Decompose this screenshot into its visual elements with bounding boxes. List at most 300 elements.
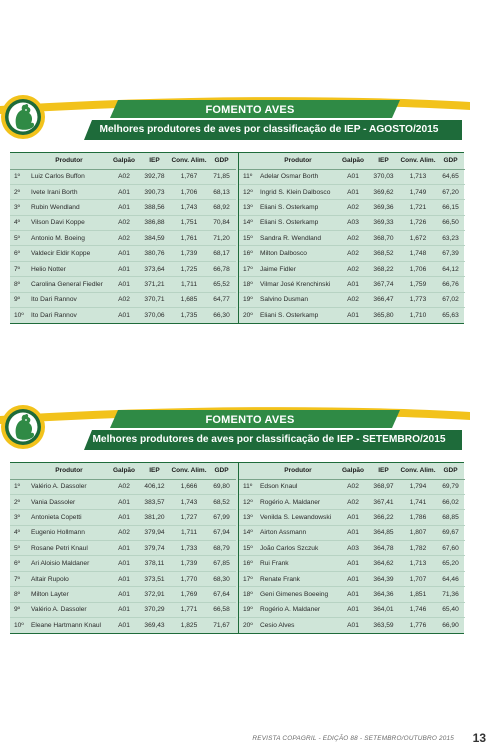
conv-alim-cell: 1,713 xyxy=(400,556,436,571)
rank-cell: 13º xyxy=(239,510,257,525)
ranking-left-half xyxy=(10,463,236,633)
col-conv: Conv. Alim. xyxy=(171,153,207,169)
col-position xyxy=(10,463,28,479)
iep-cell: 373,51 xyxy=(138,571,171,586)
rank-cell: 1º xyxy=(10,479,28,494)
page-footer xyxy=(0,728,500,750)
producer-name-cell: Ingrid S. Klein Dalbosco xyxy=(257,184,339,199)
rank-cell: 15º xyxy=(239,231,257,246)
table-row xyxy=(239,618,465,633)
iep-cell: 368,22 xyxy=(367,261,400,276)
producer-name-cell: Geni Gimenes Boeeing xyxy=(257,587,339,602)
rank-cell: 8º xyxy=(10,587,28,602)
col-gdp: GDP xyxy=(207,153,236,169)
producer-name-cell: Rogério A. Maldaner xyxy=(257,494,339,509)
galpao-cell: A01 xyxy=(110,494,138,509)
iep-cell: 369,43 xyxy=(144,621,165,629)
col-galpao: Galpão xyxy=(110,153,138,169)
galpao-cell: A02 xyxy=(339,231,367,246)
iep-cell: 367,41 xyxy=(367,494,400,509)
table-header xyxy=(239,153,465,169)
iep-cell: 370,29 xyxy=(138,602,171,617)
conv-alim-cell: 1,735 xyxy=(180,311,198,319)
iep-cell: 383,57 xyxy=(138,494,171,509)
footer-publication: REVISTA COPAGRIL - EDIÇÃO 88 - SETEMBRO/OUTUBRO 2015 xyxy=(252,735,454,742)
producer-name-cell: Airton Assmann xyxy=(257,525,339,540)
gdp-cell: 67,02 xyxy=(436,292,465,307)
galpao-cell: A01 xyxy=(110,556,138,571)
gdp-cell: 66,58 xyxy=(207,602,236,617)
table-row xyxy=(239,494,465,509)
galpao-cell: A01 xyxy=(339,169,367,184)
iep-cell: 368,52 xyxy=(367,246,400,261)
rank-cell: 20º xyxy=(243,311,253,319)
iep-cell: 367,74 xyxy=(367,277,400,292)
table-row xyxy=(239,169,465,184)
conv-alim-cell: 1,706 xyxy=(400,261,436,276)
conv-alim-cell: 1,746 xyxy=(400,602,436,617)
rank-cell: 6º xyxy=(10,556,28,571)
conv-alim-cell: 1,711 xyxy=(171,525,207,540)
rank-cell: 10º xyxy=(14,621,24,629)
producer-name-cell: Valdecir Eldir Koppe xyxy=(28,246,110,261)
table-header xyxy=(239,463,465,479)
ranking-section-august xyxy=(0,88,500,350)
producer-name-cell: Eliani S. Osterkamp xyxy=(260,311,319,319)
producer-name-cell: Cesio Alves xyxy=(260,621,295,629)
gdp-cell: 65,40 xyxy=(436,602,465,617)
gdp-cell: 68,17 xyxy=(207,246,236,261)
galpao-cell: A02 xyxy=(339,261,367,276)
iep-cell: 366,47 xyxy=(367,292,400,307)
conv-alim-cell: 1,773 xyxy=(400,292,436,307)
section-title: Melhores produtores de aves por classificação de IEP - SETEMBRO/2015 xyxy=(92,434,446,445)
table-row xyxy=(10,292,236,307)
gdp-cell: 66,76 xyxy=(436,277,465,292)
producer-name-cell: Rosane Petri Knaul xyxy=(28,541,110,556)
col-position xyxy=(10,153,28,169)
rank-cell: 3º xyxy=(10,510,28,525)
conv-alim-cell: 1,713 xyxy=(400,169,436,184)
gdp-cell: 69,67 xyxy=(436,525,465,540)
producer-name-cell: Eleane Hartmann Knaul xyxy=(31,621,102,629)
rank-cell: 7º xyxy=(10,261,28,276)
table-row xyxy=(10,618,236,633)
gdp-cell: 71,85 xyxy=(207,169,236,184)
conv-alim-cell: 1,759 xyxy=(400,277,436,292)
table-row xyxy=(10,494,236,509)
rank-cell: 15º xyxy=(239,541,257,556)
conv-alim-cell: 1,741 xyxy=(400,494,436,509)
conv-alim-cell: 1,825 xyxy=(180,621,198,629)
gdp-cell: 64,12 xyxy=(436,261,465,276)
table-row xyxy=(10,215,236,230)
conv-alim-cell: 1,770 xyxy=(171,571,207,586)
producer-name-cell: Renate Frank xyxy=(257,571,339,586)
rooster-icon xyxy=(0,398,46,456)
galpao-cell: A01 xyxy=(347,311,359,319)
iep-cell: 379,74 xyxy=(138,541,171,556)
iep-cell: 369,62 xyxy=(367,184,400,199)
table-row xyxy=(10,169,236,184)
table-row xyxy=(10,277,236,292)
rank-cell: 5º xyxy=(10,231,28,246)
rank-cell: 4º xyxy=(10,525,28,540)
producer-name-cell: Antonio M. Boeing xyxy=(28,231,110,246)
col-iep: IEP xyxy=(367,153,400,169)
iep-cell: 364,39 xyxy=(367,571,400,586)
col-iep: IEP xyxy=(138,463,171,479)
gdp-cell: 66,78 xyxy=(207,261,236,276)
iep-cell: 368,97 xyxy=(367,479,400,494)
conv-alim-cell: 1,794 xyxy=(400,479,436,494)
iep-cell: 364,62 xyxy=(367,556,400,571)
gdp-cell: 67,64 xyxy=(207,587,236,602)
gdp-cell: 66,90 xyxy=(442,621,459,629)
iep-cell: 364,01 xyxy=(367,602,400,617)
producer-name-cell: Milton Layter xyxy=(28,587,110,602)
galpao-cell: A02 xyxy=(339,246,367,261)
banner-shape xyxy=(0,398,500,460)
conv-alim-cell: 1,761 xyxy=(171,231,207,246)
producer-name-cell: Salvino Dusman xyxy=(257,292,339,307)
rank-cell: 16º xyxy=(239,246,257,261)
galpao-cell: A01 xyxy=(110,246,138,261)
producer-name-cell: Luiz Carlos Buffon xyxy=(28,169,110,184)
galpao-cell: A02 xyxy=(110,169,138,184)
iep-cell: 378,11 xyxy=(138,556,171,571)
table-header xyxy=(10,463,236,479)
galpao-cell: A01 xyxy=(339,556,367,571)
iep-cell: 370,06 xyxy=(144,311,165,319)
rank-cell: 3º xyxy=(10,200,28,215)
producer-name-cell: Ivete Irani Borth xyxy=(28,184,110,199)
iep-cell: 371,21 xyxy=(138,277,171,292)
ranking-table-right xyxy=(239,153,465,323)
conv-alim-cell: 1,721 xyxy=(400,200,436,215)
iep-cell: 390,73 xyxy=(138,184,171,199)
iep-cell: 363,59 xyxy=(373,621,394,629)
producer-name-cell: Rogério A. Maldaner xyxy=(257,602,339,617)
iep-cell: 365,80 xyxy=(373,311,394,319)
rank-cell: 19º xyxy=(239,292,257,307)
col-produtor: Produtor xyxy=(28,463,110,479)
rank-cell: 17º xyxy=(239,571,257,586)
producer-name-cell: Valério A. Dassoler xyxy=(28,602,110,617)
iep-cell: 373,64 xyxy=(138,261,171,276)
gdp-cell: 68,92 xyxy=(207,200,236,215)
gdp-cell: 64,46 xyxy=(436,571,465,586)
conv-alim-cell: 1,751 xyxy=(171,215,207,230)
rank-cell: 19º xyxy=(239,602,257,617)
conv-alim-cell: 1,666 xyxy=(171,479,207,494)
galpao-cell: A01 xyxy=(110,277,138,292)
conv-alim-cell: 1,748 xyxy=(400,246,436,261)
gdp-cell: 68,79 xyxy=(207,541,236,556)
galpao-cell: A01 xyxy=(110,541,138,556)
gdp-cell: 67,60 xyxy=(436,541,465,556)
table-row xyxy=(239,510,465,525)
conv-alim-cell: 1,707 xyxy=(400,571,436,586)
iep-cell: 392,78 xyxy=(138,169,171,184)
galpao-cell: A01 xyxy=(339,602,367,617)
table-row xyxy=(10,231,236,246)
table-row xyxy=(10,510,236,525)
table-row xyxy=(10,261,236,276)
galpao-cell: A03 xyxy=(339,541,367,556)
conv-alim-cell: 1,769 xyxy=(171,587,207,602)
gdp-cell: 71,67 xyxy=(213,621,230,629)
conv-alim-cell: 1,726 xyxy=(400,215,436,230)
rank-cell: 14º xyxy=(239,525,257,540)
galpao-cell: A01 xyxy=(347,621,359,629)
table-row xyxy=(10,200,236,215)
galpao-cell: A01 xyxy=(339,277,367,292)
iep-cell: 386,88 xyxy=(138,215,171,230)
rank-cell: 4º xyxy=(10,215,28,230)
conv-alim-cell: 1,672 xyxy=(400,231,436,246)
table-row xyxy=(239,246,465,261)
galpao-cell: A01 xyxy=(339,184,367,199)
galpao-cell: A02 xyxy=(339,479,367,494)
rank-cell: 18º xyxy=(239,277,257,292)
iep-cell: 381,20 xyxy=(138,510,171,525)
galpao-cell: A02 xyxy=(339,200,367,215)
gdp-cell: 71,20 xyxy=(207,231,236,246)
ranking-panel xyxy=(10,152,464,324)
rank-cell: 9º xyxy=(10,602,28,617)
table-row xyxy=(239,261,465,276)
producer-name-cell: Antonieta Copetti xyxy=(28,510,110,525)
producer-name-cell: Adelar Osmar Borth xyxy=(257,169,339,184)
producer-name-cell: Ari Aloisio Maldaner xyxy=(28,556,110,571)
rank-cell: 2º xyxy=(10,184,28,199)
gdp-cell: 65,20 xyxy=(436,556,465,571)
producer-name-cell: Milton Dalbosco xyxy=(257,246,339,261)
rank-cell: 12º xyxy=(239,494,257,509)
rank-cell: 2º xyxy=(10,494,28,509)
galpao-cell: A03 xyxy=(339,215,367,230)
rank-cell: 11º xyxy=(239,479,257,494)
galpao-cell: A01 xyxy=(110,510,138,525)
conv-alim-cell: 1,725 xyxy=(171,261,207,276)
table-row xyxy=(10,246,236,261)
col-gdp: GDP xyxy=(436,153,465,169)
gdp-cell: 69,80 xyxy=(207,479,236,494)
galpao-cell: A01 xyxy=(110,571,138,586)
col-galpao: Galpão xyxy=(110,463,138,479)
producer-name-cell: Eliani S. Osterkamp xyxy=(257,215,339,230)
rank-cell: 13º xyxy=(239,200,257,215)
gdp-cell: 68,13 xyxy=(207,184,236,199)
gdp-cell: 68,52 xyxy=(207,494,236,509)
producer-name-cell: Ito Dari Rannov xyxy=(28,292,110,307)
rank-cell: 18º xyxy=(239,587,257,602)
table-row xyxy=(10,184,236,199)
gdp-cell: 67,20 xyxy=(436,184,465,199)
col-gdp: GDP xyxy=(436,463,465,479)
conv-alim-cell: 1,851 xyxy=(400,587,436,602)
producer-name-cell: Rui Frank xyxy=(257,556,339,571)
col-gdp: GDP xyxy=(207,463,236,479)
rank-cell: 1º xyxy=(10,169,28,184)
table-row xyxy=(239,215,465,230)
table-row xyxy=(10,556,236,571)
conv-alim-cell: 1,771 xyxy=(171,602,207,617)
conv-alim-cell: 1,807 xyxy=(400,525,436,540)
table-row xyxy=(239,308,465,323)
ranking-right-half xyxy=(238,153,464,323)
conv-alim-cell: 1,786 xyxy=(400,510,436,525)
galpao-cell: A01 xyxy=(339,510,367,525)
table-row xyxy=(10,308,236,323)
gdp-cell: 64,65 xyxy=(436,169,465,184)
galpao-cell: A02 xyxy=(110,292,138,307)
gdp-cell: 66,15 xyxy=(436,200,465,215)
ranking-table-right xyxy=(239,463,465,633)
col-position xyxy=(239,153,257,169)
producer-name-cell: Eugenio Hollmann xyxy=(28,525,110,540)
conv-alim-cell: 1,776 xyxy=(409,621,427,629)
gdp-cell: 71,36 xyxy=(436,587,465,602)
table-row xyxy=(239,231,465,246)
conv-alim-cell: 1,706 xyxy=(171,184,207,199)
col-iep: IEP xyxy=(367,463,400,479)
col-position xyxy=(239,463,257,479)
iep-cell: 369,33 xyxy=(367,215,400,230)
col-conv: Conv. Alim. xyxy=(171,463,207,479)
conv-alim-cell: 1,782 xyxy=(400,541,436,556)
producer-name-cell: Venilda S. Lewandowski xyxy=(257,510,339,525)
conv-alim-cell: 1,733 xyxy=(171,541,207,556)
producer-name-cell: Carolina General Fiedler xyxy=(28,277,110,292)
rooster-icon xyxy=(0,88,46,146)
gdp-cell: 66,30 xyxy=(213,311,230,319)
gdp-cell: 67,85 xyxy=(207,556,236,571)
gdp-cell: 70,84 xyxy=(207,215,236,230)
rank-cell: 11º xyxy=(239,169,257,184)
conv-alim-cell: 1,711 xyxy=(171,277,207,292)
gdp-cell: 68,30 xyxy=(207,571,236,586)
table-row xyxy=(10,525,236,540)
conv-alim-cell: 1,727 xyxy=(171,510,207,525)
galpao-cell: A01 xyxy=(118,311,130,319)
table-row xyxy=(239,602,465,617)
table-row xyxy=(239,525,465,540)
section-kicker: FOMENTO AVES xyxy=(205,104,295,116)
gdp-cell: 67,94 xyxy=(207,525,236,540)
table-row xyxy=(239,292,465,307)
galpao-cell: A01 xyxy=(110,200,138,215)
iep-cell: 364,78 xyxy=(367,541,400,556)
section-banner xyxy=(0,88,500,150)
iep-cell: 384,59 xyxy=(138,231,171,246)
col-galpao: Galpão xyxy=(339,153,367,169)
rank-cell: 12º xyxy=(239,184,257,199)
conv-alim-cell: 1,739 xyxy=(171,556,207,571)
gdp-cell: 66,02 xyxy=(436,494,465,509)
iep-cell: 364,85 xyxy=(367,525,400,540)
conv-alim-cell: 1,743 xyxy=(171,200,207,215)
conv-alim-cell: 1,749 xyxy=(400,184,436,199)
rank-cell: 16º xyxy=(239,556,257,571)
producer-name-cell: João Carlos Szczuk xyxy=(257,541,339,556)
section-kicker: FOMENTO AVES xyxy=(205,414,295,426)
galpao-cell: A01 xyxy=(110,261,138,276)
rank-cell: 8º xyxy=(10,277,28,292)
conv-alim-cell: 1,685 xyxy=(171,292,207,307)
col-galpao: Galpão xyxy=(339,463,367,479)
ranking-section-september xyxy=(0,398,500,660)
ranking-table-left xyxy=(10,463,236,633)
conv-alim-cell: 1,743 xyxy=(171,494,207,509)
ranking-right-half xyxy=(238,463,464,633)
producer-name-cell: Rubin Wendland xyxy=(28,200,110,215)
producer-name-cell: Sandra R. Wendland xyxy=(257,231,339,246)
col-produtor: Produtor xyxy=(257,463,339,479)
iep-cell: 379,94 xyxy=(138,525,171,540)
producer-name-cell: Eliani S. Osterkamp xyxy=(257,200,339,215)
table-row xyxy=(239,184,465,199)
rank-cell: 10º xyxy=(14,311,24,319)
col-conv: Conv. Alim. xyxy=(400,153,436,169)
galpao-cell: A01 xyxy=(118,621,130,629)
galpao-cell: A01 xyxy=(339,587,367,602)
gdp-cell: 66,50 xyxy=(436,215,465,230)
producer-name-cell: Helio Notter xyxy=(28,261,110,276)
rank-cell: 9º xyxy=(10,292,28,307)
section-banner xyxy=(0,398,500,460)
ranking-left-half xyxy=(10,153,236,323)
col-conv: Conv. Alim. xyxy=(400,463,436,479)
iep-cell: 370,71 xyxy=(138,292,171,307)
producer-name-cell: Vilmar José Krenchinski xyxy=(257,277,339,292)
table-row xyxy=(239,556,465,571)
page-number: 13 xyxy=(472,731,486,745)
gdp-cell: 65,63 xyxy=(442,311,459,319)
gdp-cell: 63,23 xyxy=(436,231,465,246)
table-row xyxy=(10,541,236,556)
iep-cell: 406,12 xyxy=(138,479,171,494)
rank-cell: 5º xyxy=(10,541,28,556)
rank-cell: 7º xyxy=(10,571,28,586)
conv-alim-cell: 1,767 xyxy=(171,169,207,184)
rank-cell: 17º xyxy=(239,261,257,276)
table-row xyxy=(10,479,236,494)
gdp-cell: 64,77 xyxy=(207,292,236,307)
iep-cell: 369,36 xyxy=(367,200,400,215)
producer-name-cell: Ito Dari Rannov xyxy=(31,311,77,319)
iep-cell: 372,91 xyxy=(138,587,171,602)
gdp-cell: 69,79 xyxy=(436,479,465,494)
producer-name-cell: Vania Dassoler xyxy=(28,494,110,509)
producer-name-cell: Jaime Fidler xyxy=(257,261,339,276)
gdp-cell: 67,39 xyxy=(436,246,465,261)
col-iep: IEP xyxy=(138,153,171,169)
ranking-panel xyxy=(10,462,464,634)
table-row xyxy=(239,200,465,215)
rank-cell: 14º xyxy=(239,215,257,230)
gdp-cell: 65,52 xyxy=(207,277,236,292)
table-row xyxy=(239,541,465,556)
col-produtor: Produtor xyxy=(28,153,110,169)
rank-cell: 20º xyxy=(243,621,253,629)
table-header xyxy=(10,153,236,169)
table-row xyxy=(239,587,465,602)
ranking-table-left xyxy=(10,153,236,323)
table-row xyxy=(239,571,465,586)
producer-name-cell: Valério A. Dassoler xyxy=(28,479,110,494)
